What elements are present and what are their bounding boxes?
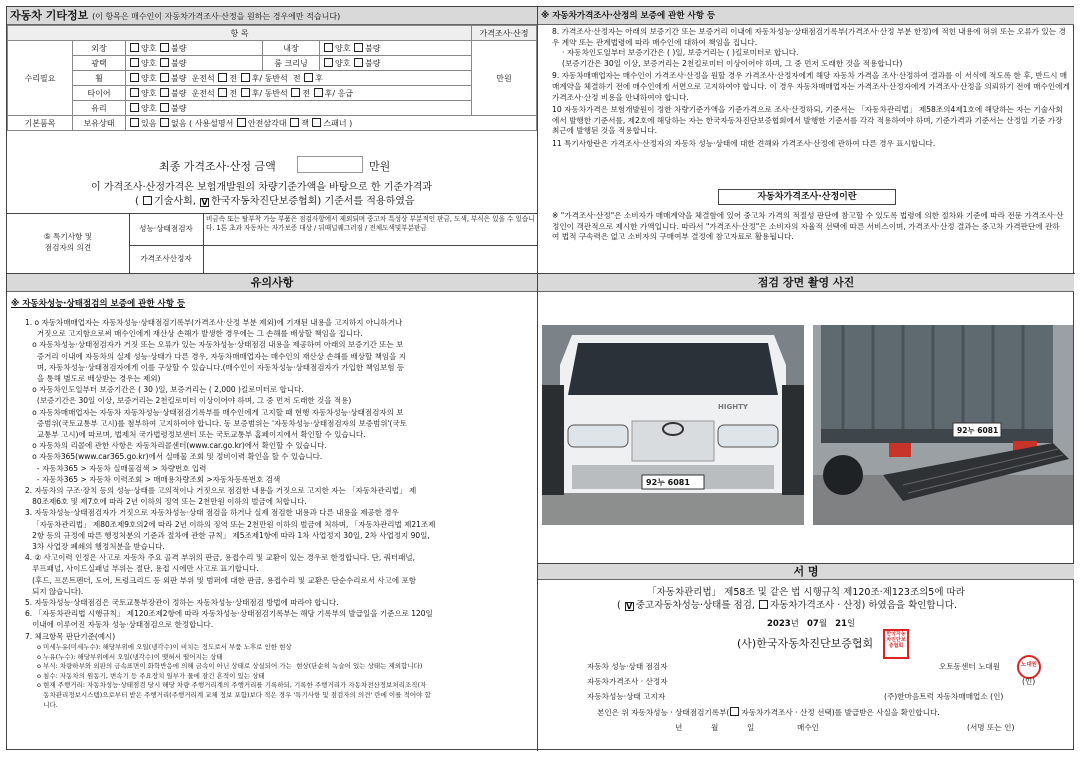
price-value: 만원 (472, 41, 537, 116)
wheel-driver-front-checkbox[interactable] (218, 73, 227, 82)
bad-label: 불량 (171, 58, 187, 68)
front-label: 전 (302, 88, 311, 98)
sign-price-label: 자동차가격조사 · 산정) 하였음을 확인합니다. (769, 600, 957, 611)
gloss-bad-checkbox[interactable] (160, 58, 169, 67)
good-label: 양호 (141, 43, 157, 53)
notifier-row-label: 자동차성능·상태 고지자 (587, 692, 666, 701)
notes-header: 유의사항 (7, 274, 537, 292)
rear-photo (813, 325, 1073, 525)
notes-line: - 자동차365 > 자동차 실매물검색 > 차량번호 입력 (25, 463, 207, 473)
org-stamp-icon: 한국자동차진단보증협회 (883, 629, 909, 659)
notes-line: 거짓으로 고지함으로써 매수인에게 재산상 손해가 발생한 경우에는 그 손해를 배상할 책임을 집니다. (25, 329, 363, 339)
inspector-row-name: 오토동센터 노대원 (939, 662, 1001, 671)
glass-good-checkbox[interactable] (130, 103, 139, 112)
inspector-label: 성능·상태점검자 (139, 224, 193, 233)
exterior-bad-checkbox[interactable] (160, 43, 169, 52)
basis-options (135, 192, 415, 207)
other-info-note: (이 항목은 매수인이 자동차가격조사·산정을 원하는 경우에만 적습니다) (92, 12, 341, 21)
criteria-line: o 미세누유(미세누수): 해당부위에 오일(냉각수)이 비치는 정도로서 부품 노후로 인한 현상 (37, 643, 292, 651)
tire-good-checkbox[interactable] (130, 88, 139, 97)
item-8-sub1: · 자동차인도일부터 보증기간은 ( )일, 보증거리는 ( )킬로미터로 합니다. (562, 48, 799, 58)
rear-plate: 92누 6081 (957, 426, 999, 435)
final-price-unit: 만원 (369, 160, 391, 173)
wheel-bad-checkbox[interactable] (160, 73, 169, 82)
notes-line: 2항 등의 규정에 따른 행정처분의 기준과 절차에 관한 규칙」 제5조제1항에 따라 1차 사업정지 30일, 2차 사업정지 90일, (25, 530, 430, 540)
good-label: 양호 (141, 103, 157, 113)
have-label: 있음 (141, 118, 157, 128)
bad-label: 불량 (171, 43, 187, 53)
emergency-label: / 응급 (332, 88, 354, 98)
notes-line: o 자동차매매업자는 자동차 자동차성능·상태점검기록부를 매수인에게 고지할 때 현행 자동차성능·상태점검자의 보 (25, 407, 404, 417)
price-guarantee-title: ※ 자동차가격조사·산정의 보증에 관한 사항 등 (538, 7, 1074, 25)
interior-label: 내장 (263, 41, 320, 56)
front-label: 전 (229, 73, 238, 83)
basic-none-checkbox[interactable] (160, 118, 169, 127)
jack-label: 잭 (301, 118, 309, 128)
item-col-header: 항 목 (8, 26, 472, 41)
tire-driver-front-checkbox[interactable] (218, 88, 227, 97)
bad-label: 불량 (365, 58, 381, 68)
notes-line: 증범위(국토교통부 고시)를 첨부하여 고지하여야 합니다. 동 보증범위는 '자동차성능·상태점검자의 보증범위'(국토 (25, 418, 407, 428)
manual-label: ( 사용설명서 (189, 118, 234, 128)
notes-line: 「자동차관리법」 제80조제9호의2에 따라 2년 이하의 징역 또는 2천만원 이하의 벌금에 처하며, 「자동차관리법 제21조제 (25, 519, 436, 529)
notes-line: 7. 체크항목 판단기준(예시) (25, 631, 116, 641)
notes-line: 3. 자동차성능·상태점검자가 거짓으로 자동차성능·상태 점검을 하거나 실제 점검한 내용과 다른 내용을 제공한 경우 (25, 508, 399, 518)
inspector-row-label: 자동차 성능·상태 점검자 (587, 662, 668, 671)
sign-month: 07 (807, 619, 819, 629)
criteria-line: 동차관리정보시스템)으로부터 받은 주행거리(주행거리계 교체 정보 포함)보다 적은 경우 '특기사항 및 점검자의 의견' 란에 이를 적어야 합 (37, 690, 431, 699)
gloss-label: 광택 (73, 56, 126, 71)
basis-kadap-label: 한국자동차진단보증협회) 기준서를 적용하였음 (211, 196, 415, 207)
notes-line: 며, 자동차성능·상태점검자에게 이를 구상할 수 있습니다.(매수인이 자동차성능·상태점검자가 가입한 책임보험 등 (25, 362, 405, 372)
other-info-header (7, 7, 537, 25)
rear-label: 후 (251, 88, 260, 98)
driver-label: 운전석 (191, 73, 215, 83)
bad-label: 불량 (365, 43, 381, 53)
notes-line: o 자동차인도일부터 보증기간은 ( 30 )일, 보증거리는 ( 2,000 )킬로미터로 합니다. (25, 385, 304, 395)
notifier-row-name: (주)한마음트럭 자동차매매업소 (인) (884, 692, 1004, 701)
final-price-label: 최종 가격조사·산정 금액 (159, 160, 276, 173)
other-info-title: 자동차 기타정보 (10, 9, 89, 22)
spanner-label: 스패너 ) (323, 118, 353, 128)
notes-line: 증거리 이내에 자동차의 실제 성능·상태가 다른 경우, 자동차매매업자는 매수인의 재산상 손해를 배상할 책임을 지 (25, 351, 406, 361)
glass-label: 유리 (73, 101, 126, 116)
front-photo (542, 325, 804, 525)
price-guarantee-section (538, 7, 1074, 273)
none-label: 없음 (171, 118, 187, 128)
good-label: 양호 (141, 88, 157, 98)
buyer-month-unit: 월 (711, 723, 719, 732)
notes-line: o 자동차의 리콜에 관한 사항은 자동차리콜센터(www.car.go.kr)에서 확인할 수 있습니다. (25, 441, 327, 451)
notes-line: 되지 않습니다). (25, 586, 84, 596)
notes-subtitle: ※ 자동차성능·상태점검의 보증에 관한 사항 등 (11, 299, 186, 309)
inspector-opinion: 비금속 또는 탈부착 가능 부품은 점검사항에서 제외되며 중고차 특성상 부분적인 판금, 도색, 부식은 있을 수 있습니다. 1톤 초과 자동차는 자가보증 대상 / 뒤때널퀘그러짐 / 전체도색및부분판금 (206, 215, 535, 232)
sign-year-unit: 년 (790, 619, 799, 629)
notes-line: o 자동차365(www.car365.go.kr)에서 실매물 조회 및 정비이력 확인을 할 수 있습니다. (25, 452, 323, 462)
criteria-line: 니다. (37, 700, 58, 709)
sign-org: (사)한국자동차진단보증협회 (737, 637, 874, 650)
appraiser-row-label: 자동차가격조사 · 산정자 (587, 677, 668, 686)
basic-status-label: 보유상태 (73, 116, 126, 131)
rear-label: 후 (315, 73, 323, 83)
exterior-label: 외장 (73, 41, 126, 56)
interior-bad-checkbox[interactable] (354, 43, 363, 52)
passenger-label: / 동반석 (259, 73, 288, 83)
sign-open-paren: ( (617, 600, 621, 611)
front-label: 전 (292, 73, 301, 83)
room-clean-label: 룸 크리닝 (263, 56, 320, 71)
basis-tech-label: 기술사회, (154, 196, 196, 207)
rear-label: 후 (324, 88, 333, 98)
notes-line: (후드, 프론트펜더, 도어, 트렁크리드 등 외판 부위 및 범퍼에 대한 판금, 용접수리 및 교환은 단순수리로서 사고에 포함 (25, 575, 417, 585)
notes-line: 루프패널, 사이드실패널 부위는 절단, 용접 시에만 사고로 표기합니다. (25, 564, 259, 574)
basis-kadap-checkbox[interactable]: V (201, 198, 208, 207)
bad-label: 불량 (171, 88, 187, 98)
jack-checkbox[interactable] (290, 118, 299, 127)
wheel-good-checkbox[interactable] (130, 73, 139, 82)
notes-body (25, 317, 535, 642)
item-8-sub2: (보증기간은 30일 이상, 보증거리는 2천킬로미터 이상이어야 하며, 그 중 먼저 도래한 것을 적용합니다) (562, 58, 903, 68)
wheel-pass-rear-checkbox[interactable] (304, 73, 313, 82)
inspector-seal-icon: 노대원 (1017, 655, 1041, 679)
notes-line: (보증기간은 30일 이상, 보증거리는 2천킬로미터 이상이어야 하며, 그 중 먼저 도래한 것을 적용) (25, 396, 352, 406)
photos-header: 점검 장면 촬영 사진 (538, 274, 1074, 292)
form-frame (6, 6, 1074, 750)
notes-line: - 자동차365 > 자동차 이력조회 > 매매용차량조회 >자동차등록번호 검색 (25, 474, 281, 484)
price-guarantee-text (552, 27, 1070, 150)
spanner-checkbox[interactable] (312, 118, 321, 127)
driver-label: 운전석 (191, 88, 215, 98)
tire-pass-front-checkbox[interactable] (291, 88, 300, 97)
notes-line: 80조제6호 및 제7호에 따라 2년 이하의 징역 또는 2천만원 이하의 벌금에 처합니다. (25, 497, 307, 507)
other-info-table (7, 25, 537, 131)
front-plate: 92누 6081 (646, 478, 690, 487)
notes-line: 4. ② 사고이력 인정은 사고로 자동차 주요 골격 부위의 판금, 용접수리 및 교환이 있는 경우로 한정합니다. 단, 쿼터패널, (25, 553, 415, 563)
tire-pass-rear-checkbox[interactable] (314, 88, 323, 97)
special-label (7, 213, 129, 273)
buyer-day-unit: 일 (747, 723, 755, 732)
special-label-line2: 점검자의 의견 (44, 243, 92, 252)
buyer-confirm-a: 본인은 위 자동차성능 · 상태점검기록부( (597, 708, 730, 717)
sign-day: 21 (835, 619, 848, 629)
bad-label: 불량 (171, 73, 187, 83)
room-good-checkbox[interactable] (324, 58, 333, 67)
tire-bad-checkbox[interactable] (160, 88, 169, 97)
special-label-line1: ⑤ 특기사항 및 (43, 232, 93, 242)
buyer-label: 매수인 (797, 723, 820, 732)
wheel-driver-rear-checkbox[interactable] (241, 73, 250, 82)
item-9: 9. 자동차매매업자는 매수인이 가격조사·산정을 원할 경우 가격조사·산정자에게 해당 자동차 가격을 조사·산정하여 결과를 이 서식에 적도록 한 후, 반드시 매매계약을 체결하기 전에 매수인에게 서면으로 고지하여야 합니다. 이 경우 자동차매매업자는 가격조사·산정자에게 가격조사·산정을 의뢰하기 전에 매수인에게 가격조사·산정 비용을 안내하여야 합니다. (552, 71, 1070, 102)
repair-label: 수리필요 (8, 41, 73, 116)
notes-line: 을 통해 별도로 배상받는 경우는 제외) (25, 374, 161, 384)
tire-driver-rear-checkbox[interactable] (241, 88, 250, 97)
basis-open-paren: ( (135, 196, 139, 207)
front-logo: HIGHTY (718, 403, 748, 411)
final-price-input[interactable] (297, 156, 363, 173)
signature-header: 서 명 (538, 564, 1074, 580)
buyer-confirm-b: 자동차가격조사 · 산정 선택)를 발급받은 사실을 확인합니다. (741, 708, 940, 717)
item-8: 8. 가격조사·산정자는 아래의 보증기간 또는 보증거리 이내에 자동차성능·상태점검기록부(가격조사·산정 부분 한정)에 적힌 내용에 허위 또는 오류가 있는 경우 계약 또는 관계법령에 따라 매수인에 대하여 책임을 집니다. (552, 27, 1066, 47)
sign-year: 2023 (767, 619, 791, 629)
exterior-good-checkbox[interactable] (130, 43, 139, 52)
notes-line: 6. 「자동차관리법 시행규칙」 제120조제2항에 따라 자동차성능·상태점검기록부는 해당 기록부의 발급일을 기준으로 120일 (25, 609, 433, 619)
tire-label: 타이어 (73, 86, 126, 101)
notes-line: 교통부 고시)에 따르며, 법제처 국가법령정보센터 또는 국토교통부 홈페이지에서 확인할 수 있습니다. (25, 430, 366, 440)
item-10: 10 자동차가격은 보험개발원이 정한 차량기준가액을 기준가격으로 조사·산정하되, 기준서는 「자동차관리법」 제58조의4제1호에 해당하는 자는 기술사회에서 발행한 기준서를, 제2호에 해당하는 자는 한국자동차진단보증협회에서 발행한 기준서를 각각 적용하여야 하며, 기준가격과 기준서는 산정일 기준 가장 최근에 발행된 것을 적용합니다. (552, 105, 1063, 136)
good-label: 양호 (335, 58, 351, 68)
criteria-line: o 침수: 자동차의 원동기, 변속기 등 주요장치 일부가 물에 잠긴 흔적이 있는 상태 (37, 671, 265, 680)
glass-bad-checkbox[interactable] (160, 103, 169, 112)
criteria-line: o 부식: 차량하부와 외판의 금속표면이 화학반응에 의해 금속이 아닌 상태로 상실되어 가는 현상(단순히 녹슬어 있는 상태는 제외합니다) (37, 662, 423, 671)
notes-line: o 자동차성능·상태점검자가 거짓 또는 오류가 있는 자동차성능·상태점검 내용을 제공하여 아래의 보증기간 또는 보 (25, 340, 404, 350)
notes-line: 이내에 이루어진 자동차 성능·상태점검으로 한정합니다. (25, 620, 214, 630)
sign-day-unit: 일 (847, 619, 856, 629)
bad-label: 불량 (171, 103, 187, 113)
sign-line2 (617, 597, 957, 611)
good-label: 양호 (141, 58, 157, 68)
wheel-label: 휠 (73, 71, 126, 86)
item-11: 11 특기사항란은 가격조사·산정자의 자동차 성능·상태에 대한 견해와 가격조사·산정에 관하여 다른 경우 표시합니다. (552, 138, 936, 148)
passenger-label: / 동반석 (259, 88, 288, 98)
rear-truck-illustration (813, 325, 1073, 525)
good-label: 양호 (335, 43, 351, 53)
sign-month-unit: 월 (818, 619, 828, 629)
appraiser-label: 가격조사산정자 (140, 254, 192, 263)
gloss-good-checkbox[interactable] (130, 58, 139, 67)
price-box-title: 자동차가격조사·산정이란 (718, 189, 896, 205)
sign-inspection-label: 중고자동차성능·상태를 점검, (635, 600, 755, 611)
appraiser-row-name: (인) (1022, 677, 1036, 686)
front-label: 전 (229, 88, 238, 98)
notes-line: 3차 사업장 폐쇄의 행정처분을 받습니다. (25, 542, 165, 552)
criteria-line: o 현재 주행거리: 자동차성능·상태점검 당시 해당 차량 주행거리계의 주행거리를 기록하되, 기록한 주행거리가 자동차전산정보처리조직(자 (37, 681, 427, 690)
basis-line: 이 가격조사·산정가격은 보험개발원의 차량기준가액을 바탕으로 한 기준가격과 (91, 182, 433, 193)
rear-label: 후 (251, 73, 260, 83)
good-label: 양호 (141, 73, 157, 83)
price-col-header: 가격조사·산정 (472, 26, 537, 41)
basis-tech-checkbox[interactable] (143, 196, 152, 205)
criteria-line: o 누유(누수): 해당부위에서 오일(냉각수)이 맺혀서 떨어지는 상태 (37, 652, 223, 661)
notes-line: 5. 자동차성능·상태점검은 국토교통부장관이 정하는 자동차성능·상태점검 방법에 따라야 합니다. (25, 598, 339, 608)
price-box-text: ※ "가격조사·산정"은 소비자가 매매계약을 체결함에 있어 중고차 가격의 적절성 판단에 참고할 수 있도록 법령에 의한 절차와 기준에 따라 전문 가격조사·산정인이 객관적으로 제시한 가액입니다. 따라서 "가격조사·산정"은 소비자의 자율적 선택에 따른 서비스이며, 가격조사·산정 결과는 중고차 가격판단에 관하여 법적 구속력은 없고 소비자의 구매여부 결정에 참고자료로 활용됩니다. (552, 211, 1064, 242)
sign-inspection-checkbox[interactable]: V (626, 602, 633, 611)
front-truck-illustration (542, 325, 804, 525)
final-price-block (7, 154, 537, 206)
buyer-price-checkbox[interactable] (730, 707, 739, 716)
buyer-sign-note: (서명 또는 인) (967, 723, 1015, 732)
sign-price-checkbox[interactable] (759, 600, 768, 609)
notes-line: 2. 자동차의 구조·장치 등의 성능·상태를 고의적이나 거짓으로 점검한 내용을 거짓으로 고지한 자는 「자동차관리법」 제 (25, 486, 417, 496)
sign-date (767, 617, 855, 629)
buyer-year-unit: 년 (675, 723, 683, 732)
basic-have-checkbox[interactable] (130, 118, 139, 127)
sign-line1: 「자동차관리법」 제58조 및 같은 법 시행규칙 제120조·제123조의5에 따라 (647, 587, 965, 598)
buyer-confirm (597, 707, 940, 719)
criteria-body (37, 643, 537, 710)
basic-label: 기본품목 (8, 116, 73, 131)
interior-good-checkbox[interactable] (324, 43, 333, 52)
room-bad-checkbox[interactable] (354, 58, 363, 67)
triangle-label: 안전삼각대 (247, 118, 287, 128)
notes-line: 1. o 자동차매매업자는 자동차성능·상태점검기록부(가격조사·산정 부분 제외)에 기재된 내용을 고지하지 아니하거나 (25, 318, 403, 327)
triangle-checkbox[interactable] (237, 118, 246, 127)
